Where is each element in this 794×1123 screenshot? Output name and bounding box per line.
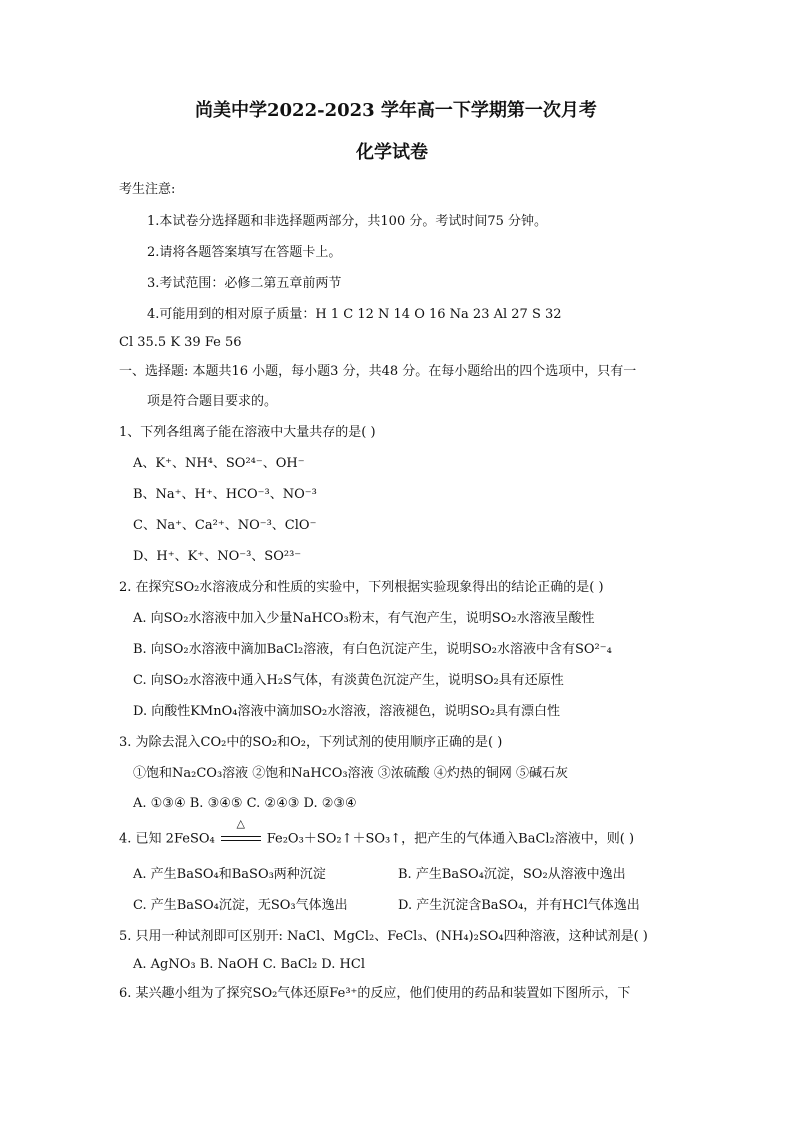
question-2-option-a: A. 向SO₂水溶液中加入少量NaHCO₃粉末，有气泡产生，说明SO₂水溶液呈酸性: [133, 611, 595, 626]
heat-triangle-icon: △: [236, 817, 245, 830]
question-1-option-c: C、Na⁺、Ca²⁺、NO⁻³、ClO⁻: [133, 518, 317, 533]
question-1-option-a: A、K⁺、NH⁴、SO²⁴⁻、OH⁻: [133, 456, 305, 471]
exam-subject: 化学试卷: [356, 142, 428, 163]
question-4-option-c: C. 产生BaSO₄沉淀，无SO₃气体逸出: [133, 898, 348, 913]
question-5-choices: A. AgNO₃ B. NaOH C. BaCl₂ D. HCl: [133, 957, 365, 972]
question-2-option-b: B. 向SO₂水溶液中滴加BaCl₂溶液，有白色沉淀产生，说明SO₂水溶液中含有SO²⁻₄: [133, 642, 612, 657]
question-3-choices: A. ①③④ B. ③④⑤ C. ②④③ D. ②③④: [133, 796, 357, 811]
question-4-reactant: 4. 已知 2FeSO₄: [119, 831, 215, 847]
question-1-option-d: D、H⁺、K⁺、NO⁻³、SO²³⁻: [133, 549, 302, 564]
notice-heading: 考生注意:: [119, 182, 176, 197]
question-2-option-d: D. 向酸性KMnO₄溶液中滴加SO₂水溶液，溶液褪色，说明SO₂具有漂白性: [133, 704, 561, 719]
question-1-stem: 1、下列各组离子能在溶液中大量共存的是( ): [119, 425, 376, 440]
question-4-option-b: B. 产生BaSO₄沉淀，SO₂从溶液中逸出: [398, 867, 626, 882]
notice-item-3: 3.考试范围：必修二第五章前两节: [147, 276, 342, 291]
notice-item-2: 2.请将各题答案填写在答题卡上。: [147, 245, 342, 260]
section-heading-cont: 项是符合题目要求的。: [147, 394, 278, 409]
notice-item-4: 4.可能用到的相对原子质量：H 1 C 12 N 14 O 16 Na 23 Al 27 S 32: [147, 307, 562, 322]
question-4-stem: [119, 817, 635, 848]
question-3-stem: 3. 为除去混入CO₂中的SO₂和O₂，下列试剂的使用顺序正确的是( ): [119, 735, 503, 750]
question-4-products: Fe₂O₃＋SO₂↑＋SO₃↑，把产生的气体通入BaCl₂溶液中，则( ): [266, 831, 635, 847]
exam-title: 尚美中学2022-2023 学年高一下学期第一次月考: [195, 100, 597, 121]
section-heading: 一、选择题: 本题共16 小题，每小题3 分，共48 分。在每小题给出的四个选项中，只有一: [119, 364, 637, 379]
question-5-stem: 5. 只用一种试剂即可区别开: NaCl、MgCl₂、FeCl₃、(NH₄)₂SO₄四种溶液，这种试剂是( ): [119, 929, 648, 944]
notice-item-1: 1.本试卷分选择题和非选择题两部分，共100 分。考试时间75 分钟。: [147, 214, 548, 229]
question-2-option-c: C. 向SO₂水溶液中通入H₂S气体，有淡黄色沉淀产生，说明SO₂具有还原性: [133, 673, 564, 688]
question-1-option-b: B、Na⁺、H⁺、HCO⁻³、NO⁻³: [133, 487, 317, 502]
question-2-stem: 2. 在探究SO₂水溶液成分和性质的实验中，下列根据实验现象得出的结论正确的是( ): [119, 580, 604, 595]
question-4-option-a: A. 产生BaSO₄和BaSO₃两种沉淀: [133, 867, 326, 882]
question-6-stem: 6. 某兴趣小组为了探究SO₂气体还原Fe³⁺的反应，他们使用的药品和装置如下图所示，下: [119, 986, 631, 1001]
notice-item-4-cont: Cl 35.5 K 39 Fe 56: [119, 335, 242, 350]
question-4-option-d: D. 产生沉淀含BaSO₄，并有HCl气体逸出: [398, 898, 640, 913]
question-3-reagents: ①饱和Na₂CO₃溶液 ②饱和NaHCO₃溶液 ③浓硫酸 ④灼热的铜网 ⑤碱石灰: [133, 766, 568, 781]
heat-equals-sign: [219, 817, 263, 847]
